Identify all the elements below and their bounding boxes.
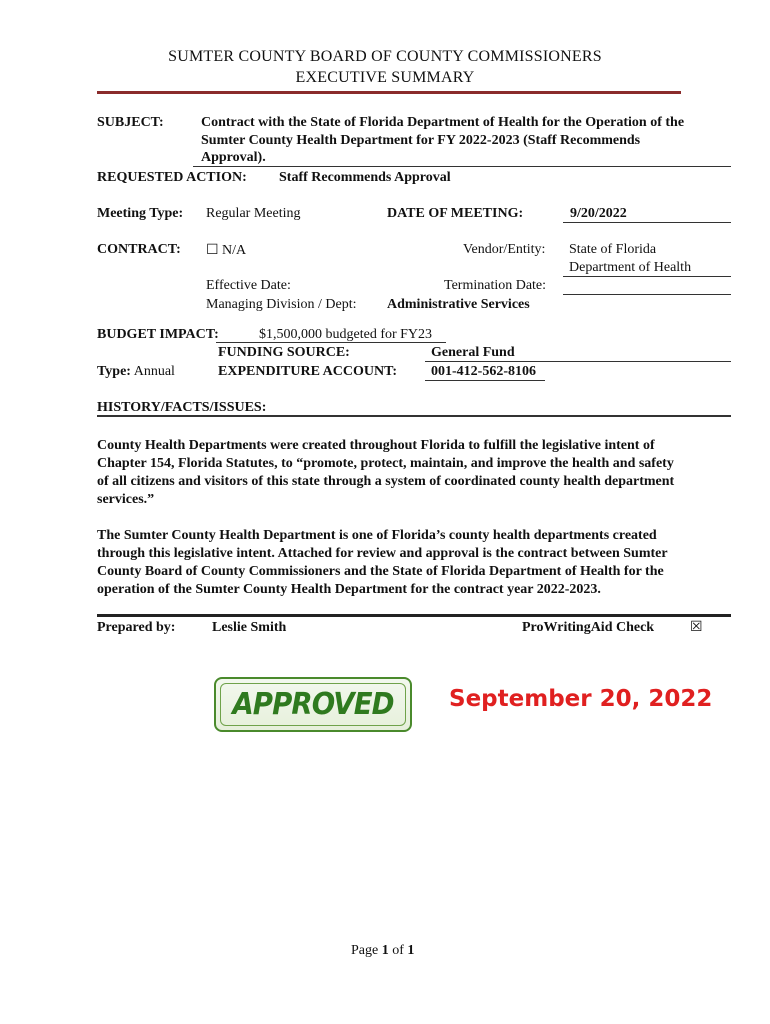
termination-date-label: Termination Date: — [444, 278, 547, 293]
budget-impact-label: BUDGET IMPACT: — [97, 327, 219, 342]
vendor-underline — [563, 276, 731, 277]
meeting-date-label: DATE OF MEETING: — [387, 206, 524, 221]
division-value: Administrative Services — [387, 297, 530, 312]
subject-line-2: Sumter County Health Department for FY 2022-2023 (Staff Recommends — [201, 133, 641, 148]
contract-label: CONTRACT: — [97, 242, 181, 257]
meeting-date-value: 9/20/2022 — [570, 206, 627, 221]
history-paragraph-1 — [97, 437, 725, 509]
funding-source-label: FUNDING SOURCE: — [218, 345, 350, 360]
page-footer — [351, 943, 414, 959]
meeting-type-value: Regular Meeting — [206, 206, 301, 221]
history-p2-line-1: The Sumter County Health Department is one of Florida’s county health departments created — [97, 528, 657, 543]
termination-date-underline — [563, 294, 731, 295]
budget-type — [97, 364, 175, 380]
budget-type-value: Annual — [133, 364, 175, 379]
funding-source-underline — [425, 361, 731, 362]
history-paragraph-2 — [97, 527, 725, 599]
prowritingaid-label: ProWritingAid Check — [522, 620, 655, 635]
subject-label: SUBJECT: — [97, 115, 164, 130]
funding-source-value: General Fund — [431, 345, 515, 360]
division-label: Managing Division / Dept: — [206, 297, 357, 312]
history-rule — [97, 415, 731, 417]
subject-line-3: Approval). — [201, 150, 266, 165]
meeting-type-label: Meeting Type: — [97, 206, 184, 221]
requested-action-label: REQUESTED ACTION: — [97, 170, 247, 185]
history-p1-line-1: County Health Departments were created throughout Florida to fulfill the legislative intent of — [97, 438, 655, 453]
prepared-rule — [97, 614, 731, 617]
approved-stamp — [214, 677, 412, 732]
page-number: 1 — [381, 943, 389, 958]
prepared-by-name: Leslie Smith — [212, 620, 287, 635]
document-title: SUMTER COUNTY BOARD OF COUNTY COMMISSIONERS — [168, 48, 602, 65]
contract-na-checkbox[interactable]: ☐ N/A — [206, 243, 247, 258]
vendor-line-2: Department of Health — [569, 260, 692, 275]
history-label: HISTORY/FACTS/ISSUES: — [97, 400, 267, 415]
history-p1-line-4: services.” — [97, 492, 155, 507]
budget-impact-underline — [216, 342, 446, 343]
budget-impact-value: $1,500,000 budgeted for FY23 — [259, 327, 433, 342]
history-p2-line-2: through this legislative intent. Attached for review and approval is the contract between Sumter — [97, 546, 668, 561]
prowritingaid-checkbox[interactable]: ☒ — [690, 619, 703, 635]
vendor-line-1: State of Florida — [569, 242, 657, 257]
approval-date: September 20, 2022 — [449, 686, 713, 712]
history-p1-line-3: of all citizens and visitors of this state through a system of coordinated county health department — [97, 474, 675, 489]
subject-line-1: Contract with the State of Florida Department of Health for the Operation of the — [201, 115, 685, 130]
effective-date-label: Effective Date: — [206, 278, 291, 293]
page-total: 1 — [407, 943, 415, 958]
budget-type-label: Type: — [97, 364, 131, 379]
vendor-label: Vendor/Entity: — [463, 242, 546, 257]
history-p2-line-3: County Board of County Commissioners and the State of Florida Department of Health for the — [97, 564, 664, 579]
prepared-by-label: Prepared by: — [97, 620, 176, 635]
meeting-date-underline — [563, 222, 731, 223]
page-of: of — [388, 943, 408, 958]
expenditure-account-label: EXPENDITURE ACCOUNT: — [218, 364, 398, 379]
history-p2-line-4: operation of the Sumter County Health Department for the contract year 2022-2023. — [97, 582, 601, 597]
subject-underline — [193, 166, 731, 167]
approved-stamp-text: APPROVED — [232, 687, 394, 722]
document-subtitle: EXECUTIVE SUMMARY — [295, 69, 475, 86]
page-prefix: Page — [351, 943, 382, 958]
requested-action-value: Staff Recommends Approval — [279, 170, 451, 185]
history-p1-line-2: Chapter 154, Florida Statutes, to “promote, protect, maintain, and improve the health and safety — [97, 456, 674, 471]
header-rule — [97, 91, 681, 94]
expenditure-account-value: 001-412-562-8106 — [431, 364, 536, 379]
expenditure-account-underline — [425, 380, 545, 381]
